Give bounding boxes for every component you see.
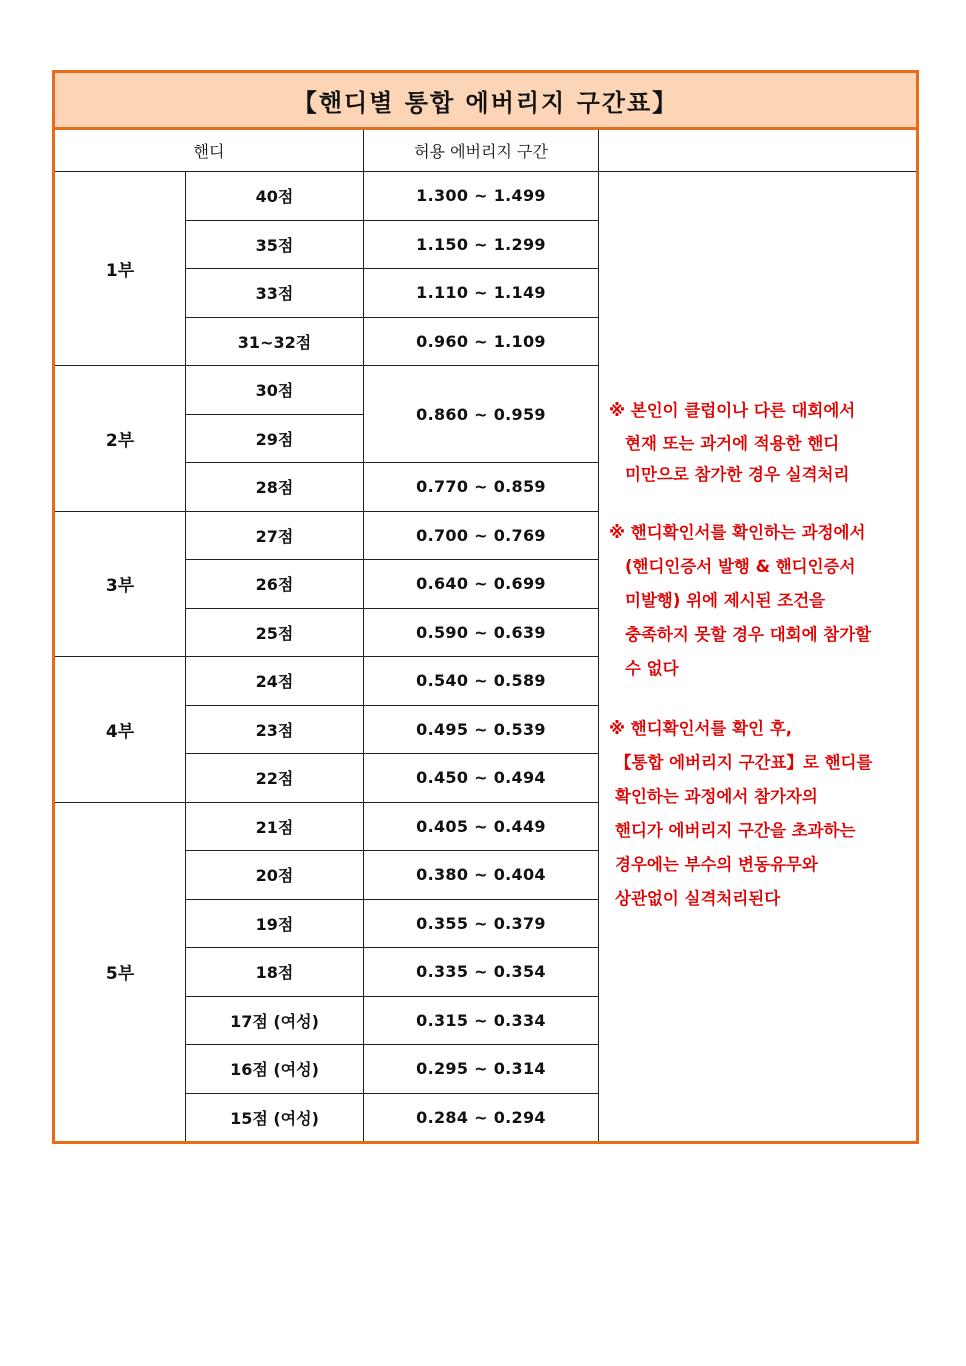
note-line: (핸디인증서 발행 & 핸디인증서 (625, 557, 856, 576)
note-disqualify-lower (599, 394, 916, 490)
average-range-table (52, 70, 919, 1144)
note-line: 미만으로 참가한 경우 실격처리 (625, 465, 850, 484)
header-notes (599, 129, 918, 172)
range-cell: 0.590 ~ 0.639 (364, 608, 599, 657)
points-cell: 33점 (186, 269, 364, 318)
note-exceed-range (599, 712, 916, 916)
points-cell: 17점 (여성) (186, 996, 364, 1045)
range-cell: 1.150 ~ 1.299 (364, 220, 599, 269)
points-cell: 24점 (186, 657, 364, 706)
range-cell: 0.770 ~ 0.859 (364, 463, 599, 512)
range-cell: 0.405 ~ 0.449 (364, 802, 599, 851)
range-cell: 0.380 ~ 0.404 (364, 851, 599, 900)
points-cell: 30점 (186, 366, 364, 415)
note-line: 경우에는 부수의 변동유무와 (615, 855, 818, 874)
note-line: 확인하는 과정에서 참가자의 (615, 787, 818, 806)
note-line: 상관없이 실격처리된다 (615, 889, 781, 908)
note-line: 충족하지 못할 경우 대회에 참가할 (625, 625, 872, 644)
division-label: 4부 (54, 657, 186, 803)
note-verification (599, 516, 916, 686)
note-line: ※ 핸디확인서를 확인 후, (609, 719, 792, 738)
points-cell: 25점 (186, 608, 364, 657)
points-cell: 22점 (186, 754, 364, 803)
range-cell: 0.700 ~ 0.769 (364, 511, 599, 560)
note-line: ※ 본인이 클럽이나 다른 대회에서 (609, 401, 856, 420)
points-cell: 15점 (여성) (186, 1093, 364, 1143)
points-cell: 31~32점 (186, 317, 364, 366)
points-cell: 28점 (186, 463, 364, 512)
range-cell: 0.860 ~ 0.959 (364, 366, 599, 463)
range-cell: 1.110 ~ 1.149 (364, 269, 599, 318)
points-cell: 26점 (186, 560, 364, 609)
note-line: 현재 또는 과거에 적용한 핸디 (625, 434, 840, 453)
range-cell: 0.640 ~ 0.699 (364, 560, 599, 609)
range-cell: 0.495 ~ 0.539 (364, 705, 599, 754)
note-line: 【통합 에버리지 구간표】로 핸디를 (615, 753, 873, 772)
division-label: 5부 (54, 802, 186, 1143)
points-cell: 19점 (186, 899, 364, 948)
division-label: 2부 (54, 366, 186, 512)
points-cell: 21점 (186, 802, 364, 851)
range-cell: 0.315 ~ 0.334 (364, 996, 599, 1045)
points-cell: 40점 (186, 172, 364, 221)
note-line: ※ 핸디확인서를 확인하는 과정에서 (609, 523, 866, 542)
range-cell: 0.960 ~ 1.109 (364, 317, 599, 366)
division-label: 3부 (54, 511, 186, 657)
note-line: 미발행) 위에 제시된 조건을 (625, 591, 826, 610)
division-label: 1부 (54, 172, 186, 366)
points-cell: 23점 (186, 705, 364, 754)
points-cell: 29점 (186, 414, 364, 463)
header-handicap: 핸디 (54, 129, 364, 172)
note-line: 수 없다 (625, 659, 679, 678)
points-cell: 35점 (186, 220, 364, 269)
range-cell: 0.284 ~ 0.294 (364, 1093, 599, 1143)
note-line: 핸디가 에버리지 구간을 초과하는 (615, 821, 856, 840)
points-cell: 16점 (여성) (186, 1045, 364, 1094)
points-cell: 27점 (186, 511, 364, 560)
notes-cell (599, 172, 918, 1143)
header-range: 허용 에버리지 구간 (364, 129, 599, 172)
table-title: 【핸디별 통합 에버리지 구간표】 (54, 72, 918, 129)
range-cell: 0.355 ~ 0.379 (364, 899, 599, 948)
points-cell: 20점 (186, 851, 364, 900)
range-cell: 0.540 ~ 0.589 (364, 657, 599, 706)
range-cell: 0.295 ~ 0.314 (364, 1045, 599, 1094)
range-cell: 0.335 ~ 0.354 (364, 948, 599, 997)
range-cell: 0.450 ~ 0.494 (364, 754, 599, 803)
range-cell: 1.300 ~ 1.499 (364, 172, 599, 221)
table-row (54, 172, 918, 221)
points-cell: 18점 (186, 948, 364, 997)
handicap-table-container (52, 70, 916, 1144)
